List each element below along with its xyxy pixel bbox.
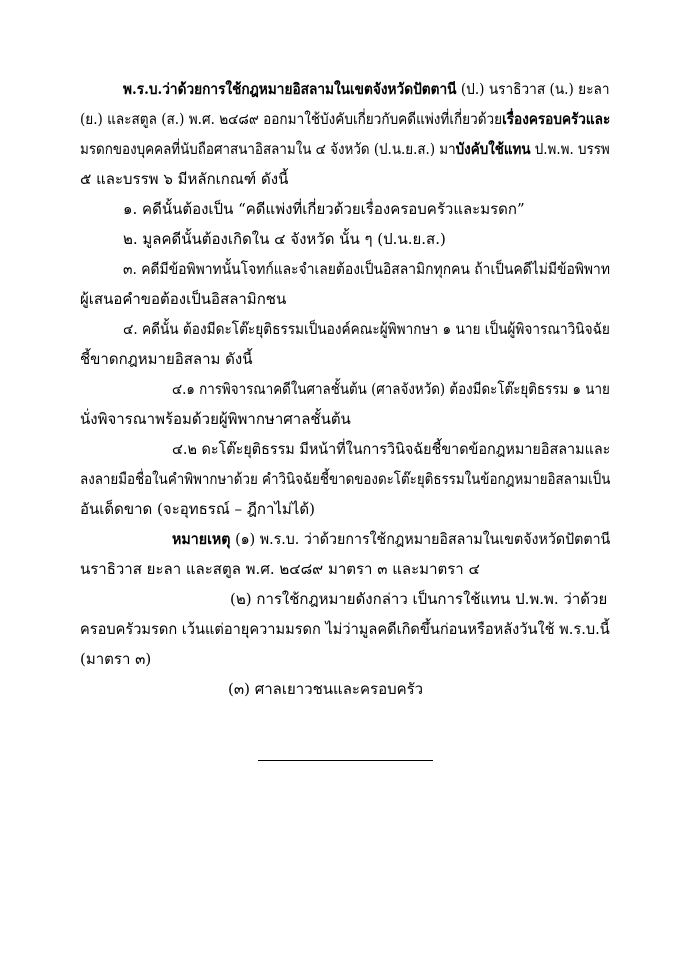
item-1: ๑. คดีนั้นต้องเป็น “คดีแพ่งที่เกี่ยวด้วยเรื่องครอบครัวและมรดก” (123, 200, 525, 218)
item-3-line-2: ผู้เสนอคำขอต้องเป็นอิสลามิกชน (80, 290, 287, 308)
intro-line-3-rest: ป.พ.พ. บรรพ (530, 140, 610, 158)
item-4-1-line-2: นั่งพิจารณาพร้อมด้วยผู้พิพากษาศาลชั้นต้น (80, 410, 351, 428)
item-4-2-line-2: ลงลายมือชื่อในคำพิพากษาด้วย คำวินิจฉัยชี้ขาดของดะโต๊ะยุติธรรมในข้อกฎหมายอิสลามเป็น (80, 470, 611, 488)
note-line-1-rest: (๑) พ.ร.บ. ว่าด้วยการใช้กฎหมายอิสลามในเขตจังหวัดปัตตานี (230, 530, 611, 548)
note-label: หมายเหตุ (172, 530, 231, 548)
intro-line-4: ๕ และบรรพ ๖ มีหลักเกณฑ์ ดังนี้ (80, 170, 289, 188)
item-4-2-line-1: ๔.๒ ดะโต๊ะยุติธรรม มีหน้าที่ในการวินิจฉัยชี้ขาดข้อกฎหมายอิสลามและ (172, 440, 611, 458)
intro-line-2 (80, 109, 610, 129)
intro-line-3 (80, 139, 610, 159)
item-4-line-1: ๔. คดีนั้น ต้องมีดะโต๊ะยุติธรรมเป็นองค์คณะผู้พิพากษา ๑ นาย เป็นผู้พิจารณาวินิจฉัย (123, 320, 610, 338)
note-line-2: นราธิวาส ยะลา และสตูล พ.ศ. ๒๔๘๙ มาตรา ๓ และมาตรา ๔ (80, 560, 480, 578)
item-3-line-1: ๓. คดีมีข้อพิพาทนั้นโจทก์และจำเลยต้องเป็นอิสลามิกทุกคน ถ้าเป็นคดีไม่มีข้อพิพาท (123, 260, 610, 278)
intro-line-1-rest: (ป.) นราธิวาส (น.) ยะลา (456, 80, 610, 98)
intro-line-2-bold: เรื่องครอบครัวและ (502, 110, 611, 128)
intro-line-3-text: มรดกของบุคคลที่นับถือศาสนาอิสลามใน ๔ จังหวัด (ป.น.ย.ส.) มา (80, 140, 456, 158)
item-4-2-line-3: อันเด็ดขาด (จะอุทธรณ์ – ฎีกาไม่ได้) (80, 500, 315, 518)
intro-line-1 (123, 79, 610, 99)
note-3: (๓) ศาลเยาวชนและครอบครัว (228, 680, 424, 698)
item-4-1-line-1: ๔.๑ การพิจารณาคดีในศาลชั้นต้น (ศาลจังหวัด) ต้องมีดะโต๊ะยุติธรรม ๑ นาย (172, 380, 610, 398)
note-2-line-1: (๒) การใช้กฎหมายดังกล่าว เป็นการใช้แทน ป.พ.พ. ว่าด้วย (230, 590, 608, 608)
separator-rule (258, 760, 433, 761)
note-line-1 (172, 529, 610, 549)
note-2-line-2: ครอบครัวมรดก เว้นแต่อายุความมรดก ไม่ว่ามูลคดีเกิดขึ้นก่อนหรือหลังวันใช้ พ.ร.บ.นี้ (80, 620, 610, 638)
intro-line-2-text: (ย.) และสตูล (ส.) พ.ศ. ๒๔๘๙ ออกมาใช้บังคับเกี่ยวกับคดีแพ่งที่เกี่ยวด้วย (80, 110, 503, 128)
intro-title-bold: พ.ร.บ.ว่าด้วยการใช้กฎหมายอิสลามในเขตจังหวัดปัตตานี (123, 80, 457, 98)
item-2: ๒. มูลคดีนั้นต้องเกิดใน ๔ จังหวัด นั้น ๆ (ป.น.ย.ส.) (123, 230, 446, 248)
intro-line-3-bold: บังคับใช้แทน (455, 140, 531, 158)
note-2-line-3: (มาตรา ๓) (80, 650, 152, 668)
item-4-line-2: ชี้ขาดกฎหมายอิสลาม ดังนี้ (80, 350, 253, 368)
